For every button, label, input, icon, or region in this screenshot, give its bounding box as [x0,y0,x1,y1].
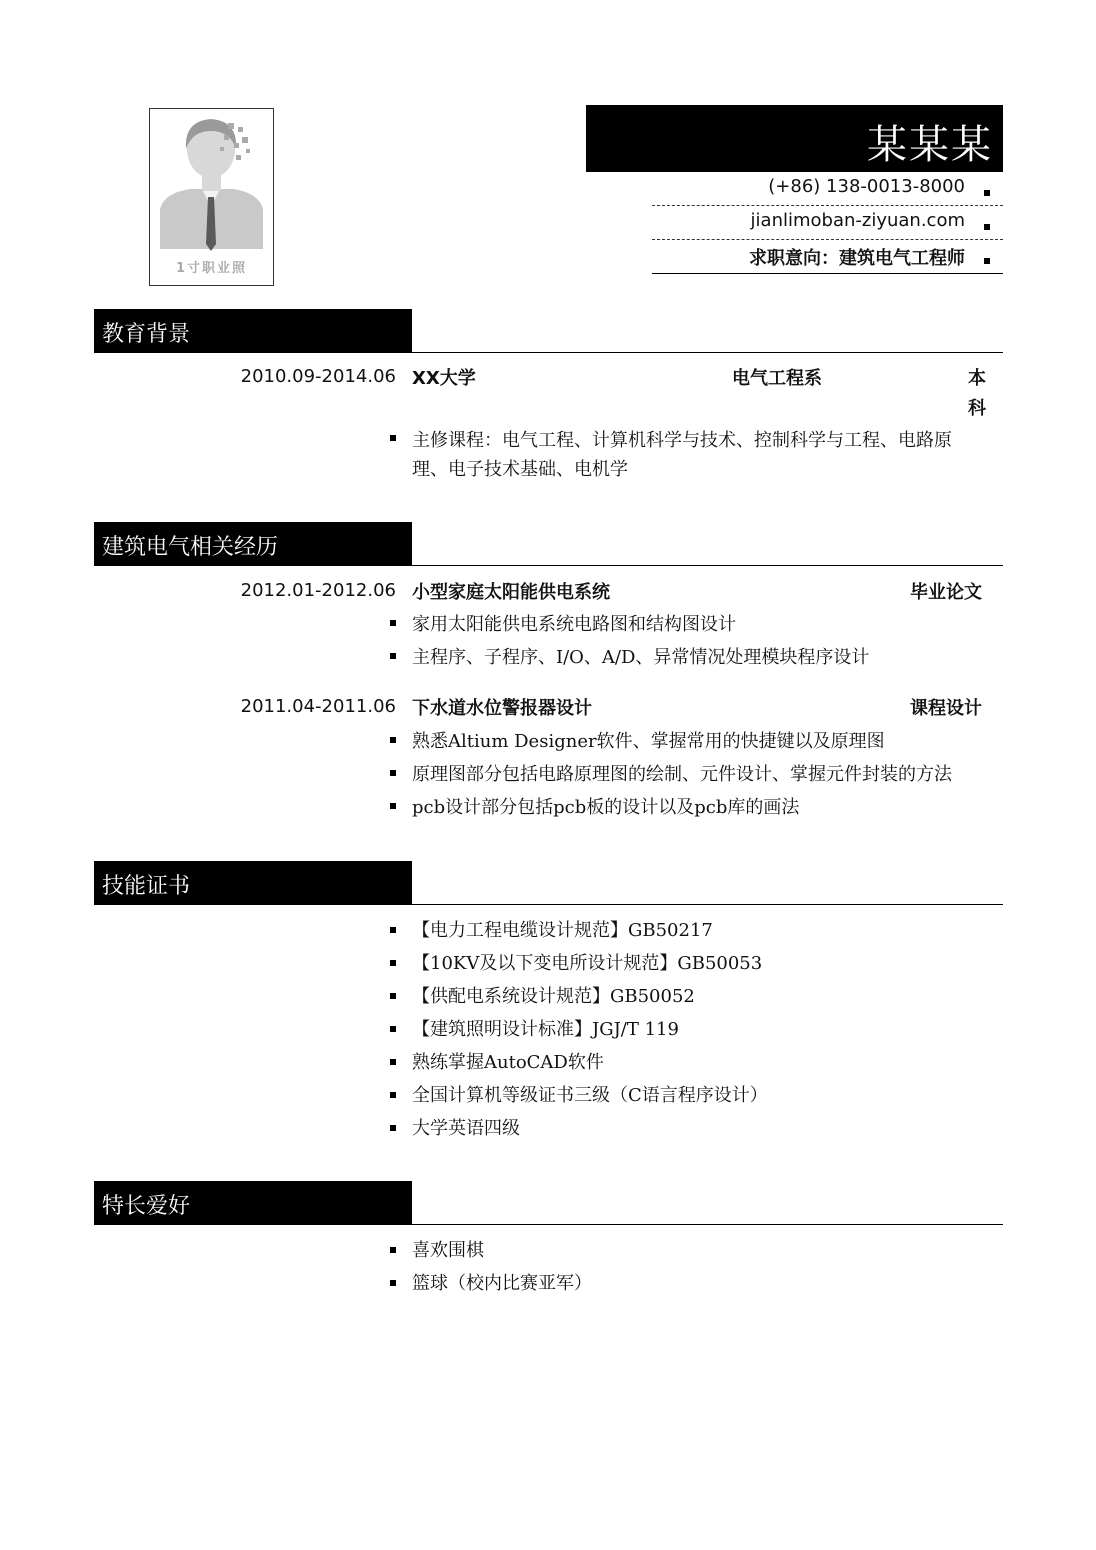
skill-item: 【供配电系统设计规范】GB50052 [412,986,695,1007]
department: 电气工程系 [732,368,822,389]
objective-row [652,244,1003,274]
phone-number: (+86) 138-0013-8000 [768,176,965,197]
school-name: XX大学 [412,368,476,389]
section-title: 特长爱好 [102,1194,191,1219]
bullet-icon [390,653,396,659]
bullet-icon [390,770,396,776]
degree-line-1: 本 [968,368,986,389]
bullet-icon [390,803,396,809]
bullet-icon [390,1280,396,1286]
project-bullet: 原理图部分包括电路原理图的绘制、元件设计、掌握元件封装的方法 [412,764,952,785]
section-divider [94,1224,1003,1225]
bullet-icon [390,1059,396,1065]
project-name: 小型家庭太阳能供电系统 [412,582,610,603]
website-row [652,210,1003,240]
phone-row [652,176,1003,206]
education-date: 2010.09-2014.06 [240,366,396,387]
section-title: 技能证书 [102,874,191,899]
skill-item: 熟练掌握AutoCAD软件 [412,1052,604,1073]
courses-line-1: 主修课程：电气工程、计算机科学与技术、控制科学与工程、电路原 [412,430,952,451]
section-header-experience [94,522,412,565]
bullet-icon [390,1026,396,1032]
bullet-icon [984,190,990,196]
section-divider [94,904,1003,905]
section-header-education [94,309,412,352]
bullet-icon [390,927,396,933]
section-title: 教育背景 [102,322,191,347]
bullet-icon [390,993,396,999]
hobby-item: 喜欢围棋 [412,1240,484,1261]
project-name: 下水道水位警报器设计 [412,698,592,719]
bullet-icon [390,620,396,626]
bullet-icon [390,435,396,441]
experience-date: 2011.04-2011.06 [240,696,396,717]
project-bullet: pcb设计部分包括pcb板的设计以及pcb库的画法 [412,797,800,818]
photo-caption: 1寸职业照 [175,261,248,276]
hobby-item: 篮球（校内比赛亚军） [412,1273,592,1294]
bullet-icon [390,960,396,966]
candidate-name: 某某某 [867,122,993,168]
experience-date: 2012.01-2012.06 [240,580,396,601]
section-title: 建筑电气相关经历 [102,535,279,560]
person-silhouette-icon [150,109,273,259]
project-bullet: 家用太阳能供电系统电路图和结构图设计 [412,614,736,635]
skill-item: 【建筑照明设计标准】JGJ/T 119 [412,1019,679,1040]
skill-item: 【电力工程电缆设计规范】GB50217 [412,920,713,941]
courses-line-2: 理、电子技术基础、电机学 [412,459,628,480]
bullet-icon [984,258,990,264]
skill-item: 大学英语四级 [412,1118,520,1139]
project-bullet: 主程序、子程序、I/O、A/D、异常情况处理模块程序设计 [412,647,870,668]
profile-photo [149,108,274,286]
section-header-hobbies [94,1181,412,1224]
skill-item: 全国计算机等级证书三级（C语言程序设计） [412,1085,768,1106]
project-type: 毕业论文 [910,582,982,603]
project-type: 课程设计 [910,698,982,719]
section-header-skills [94,861,412,904]
website: jianlimoban-ziyuan.com [750,210,965,231]
name-banner [586,105,1003,172]
bullet-icon [984,224,990,230]
degree-line-2: 科 [968,398,986,419]
project-bullet: 熟悉Altium Designer软件、掌握常用的快捷键以及原理图 [412,731,885,752]
bullet-icon [390,1247,396,1253]
skill-item: 【10KV及以下变电所设计规范】GB50053 [412,953,763,974]
job-objective: 求职意向：建筑电气工程师 [749,248,965,269]
bullet-icon [390,1092,396,1098]
bullet-icon [390,737,396,743]
section-divider [94,352,1003,353]
section-divider [94,565,1003,566]
bullet-icon [390,1125,396,1131]
